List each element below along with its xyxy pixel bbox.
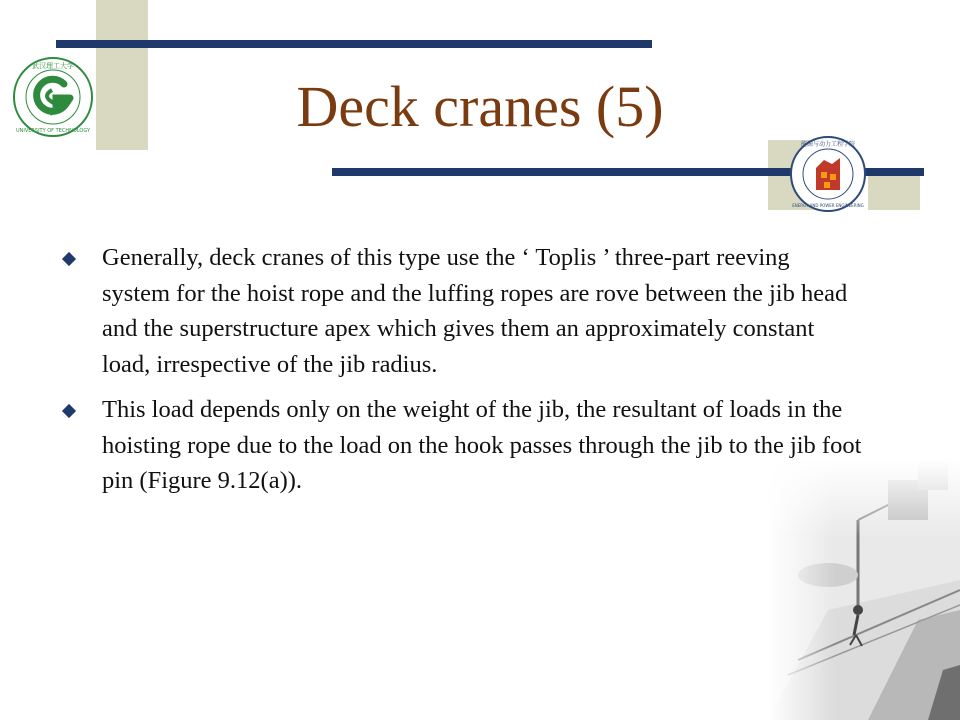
- svg-text:武汉理工大学: 武汉理工大学: [32, 62, 74, 70]
- bullet-item: [62, 392, 862, 499]
- diamond-bullet-icon: [62, 252, 76, 266]
- bullet-text: This load depends only on the weight of the jib, the resultant of loads in the hoisting rope due to the load on the hook passes through the jib to the jib foot pin (Figure 9.12(a)).: [102, 396, 862, 494]
- bullet-text: Generally, deck cranes of this type use the ‘ Toplis ’ three-part reeving system for the hoist rope and the luffing ropes are rove between the jib head and the superstructure apex which gives them an approximately constant load, irrespective of the jib radius.: [102, 244, 848, 378]
- svg-text:能源与动力工程学院: 能源与动力工程学院: [800, 141, 856, 148]
- bullet-item: [62, 240, 862, 382]
- ship-deck-photo: [768, 460, 960, 720]
- svg-text:UNIVERSITY OF TECHNOLOGY: UNIVERSITY OF TECHNOLOGY: [15, 128, 91, 134]
- slide-title: Deck cranes (5): [296, 74, 664, 139]
- diamond-bullet-icon: [62, 404, 76, 418]
- decorative-horizontal-bar-top: [56, 40, 652, 48]
- bullet-list: [62, 240, 862, 509]
- svg-text:ENERGY AND POWER ENGINEERING: ENERGY AND POWER ENGINEERING: [792, 203, 864, 208]
- decorative-vertical-bar-right-2: [868, 170, 920, 210]
- school-logo-icon: [788, 134, 868, 214]
